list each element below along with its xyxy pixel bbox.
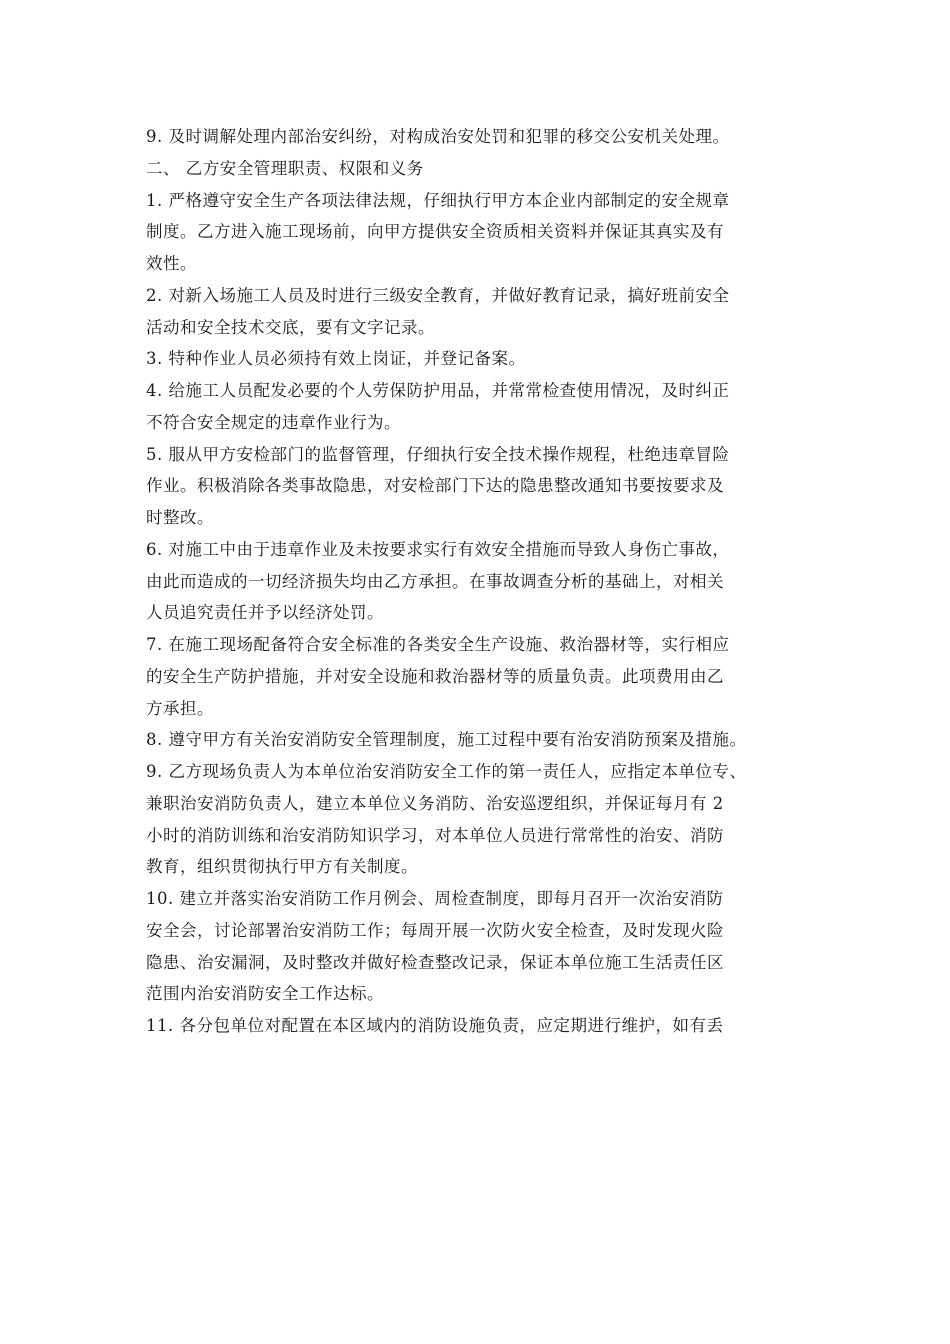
text-line: 人员追究责任并予以经济处罚。 [146,603,384,623]
text-line: 教育，组织贯彻执行甲方有关制度。 [146,857,418,877]
text-line: 作业。积极消除各类事故隐患，对安检部门下达的隐患整改通知书要按要求及 [146,476,724,496]
text-line: 效性。 [146,254,197,273]
text-line: 制度。乙方进入施工现场前，向甲方提供安全资质相关资料并保证其真实及有 [146,222,724,242]
text-line: 5. 服从甲方安检部门的监督管理，仔细执行安全技术操作规程，杜绝违章冒险 [146,444,730,464]
text-line: 4. 给施工人员配发必要的个人劳保防护用品，并常常检查使用情况，及时纠正 [146,381,730,400]
text-line: 9. 乙方现场负责人为本单位治安消防安全工作的第一责任人，应指定本单位专、 [146,762,747,781]
text-line: 10. 建立并落实治安消防工作月例会、周检查制度，即每月召开一次治安消防 [146,889,724,908]
text-line: 由此而造成的一切经济损失均由乙方承担。在事故调查分析的基础上，对相关 [146,571,724,591]
text-line: 方承担。 [146,698,214,718]
text-line: 的安全生产防护措施，并对安全设施和救治器材等的质量负责。此项费用由乙 [146,666,724,686]
text-line: 时整改。 [146,508,214,527]
text-line: 范围内治安消防安全工作达标。 [146,984,384,1004]
text-line: 2. 对新入场施工人员及时进行三级安全教育，并做好教育记录，搞好班前安全 [146,285,730,305]
text-line: 11. 各分包单位对配置在本区域内的消防设施负责，应定期进行维护，如有丢 [146,1016,724,1035]
text-line: 3. 特种作业人员必须持有效上岗证，并登记备案。 [146,349,526,369]
section-heading: 二、 乙方安全管理职责、权限和义务 [146,158,424,178]
text-line: 兼职治安消防负责人，建立本单位义务消防、治安巡逻组织，并保证每月有 2 [146,793,724,813]
text-line: 隐患、治安漏洞，及时整改并做好检查整改记录，保证本单位施工生活责任区 [146,952,724,972]
text-line: 8. 遵守甲方有关治安消防安全管理制度，施工过程中要有治安消防预案及措施。 [146,730,747,750]
text-line: 不符合安全规定的违章作业行为。 [146,412,401,432]
text-line: 6. 对施工中由于违章作业及未按要求实行有效安全措施而导致人身伤亡事故， [146,539,730,559]
text-line: 安全会，讨论部署治安消防工作；每周开展一次防火安全检查，及时发现火险 [146,920,724,940]
document-body [146,121,826,1042]
text-line: 活动和安全技术交底，要有文字记录。 [146,317,435,337]
text-line: 小时的消防训练和治安消防知识学习，对本单位人员进行常常性的治安、消防 [146,825,724,845]
text-line: 7. 在施工现场配备符合安全标准的各类安全生产设施、救治器材等，实行相应 [146,635,730,654]
text-line: 9. 及时调解处理内部治安纠纷，对构成治安处罚和犯罪的移交公安机关处理。 [146,127,730,146]
text-line: 1. 严格遵守安全生产各项法律法规，仔细执行甲方本企业内部制定的安全规章 [146,190,730,210]
